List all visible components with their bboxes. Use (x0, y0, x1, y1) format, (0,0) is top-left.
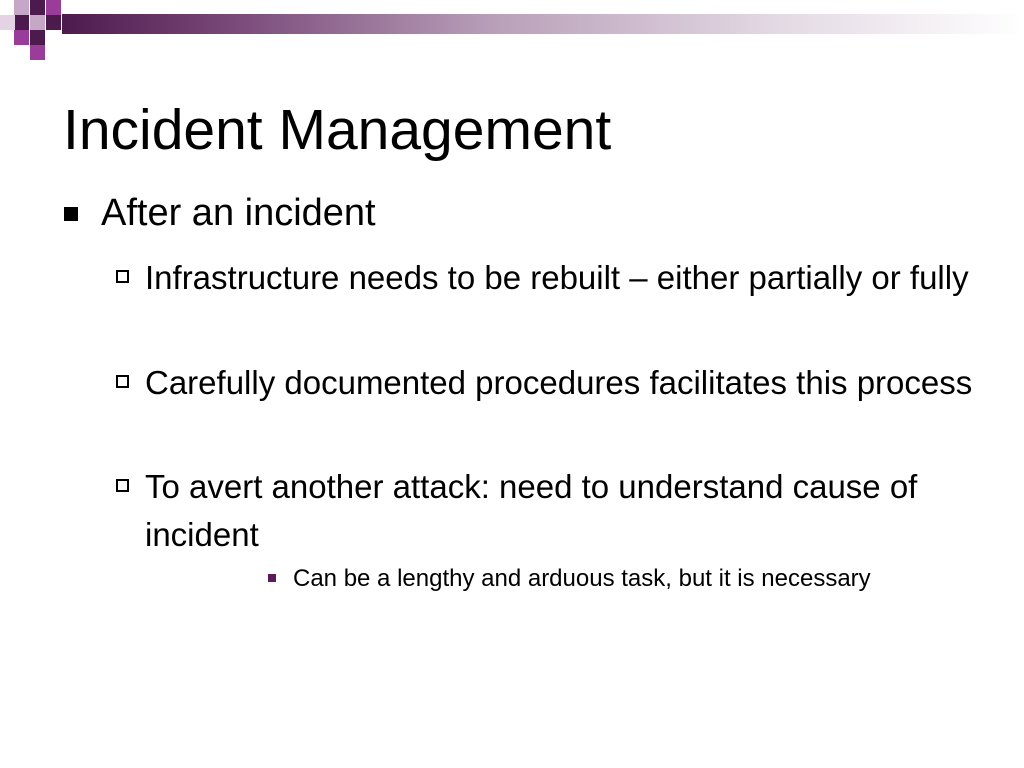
deco-square (14, 0, 29, 15)
slide-title: Incident Management (63, 98, 612, 162)
deco-square (30, 30, 45, 45)
hollow-square-bullet-icon (116, 270, 129, 283)
deco-square (46, 15, 61, 30)
deco-square (0, 15, 15, 30)
deco-square (30, 0, 45, 15)
bullet-text: Can be a lengthy and arduous task, but it is necessary (293, 565, 871, 592)
header-decoration (0, 0, 1024, 62)
hollow-square-bullet-icon (116, 479, 129, 492)
bullet-text: To avert another attack: need to understand cause of incident (145, 468, 918, 553)
header-gradient-bar (62, 14, 1024, 34)
deco-square (30, 15, 45, 30)
small-square-bullet-icon (268, 574, 276, 582)
bullet-text: After an incident (101, 192, 376, 234)
bullet-text: Carefully documented procedures facilitates this process (145, 364, 973, 401)
deco-square (14, 30, 29, 45)
hollow-square-bullet-icon (116, 375, 129, 388)
deco-square (14, 15, 29, 30)
square-bullet-icon (64, 207, 78, 221)
bullet-text: Infrastructure needs to be rebuilt – either partially or fully (145, 259, 969, 296)
deco-square (30, 45, 45, 60)
deco-square (46, 0, 61, 15)
